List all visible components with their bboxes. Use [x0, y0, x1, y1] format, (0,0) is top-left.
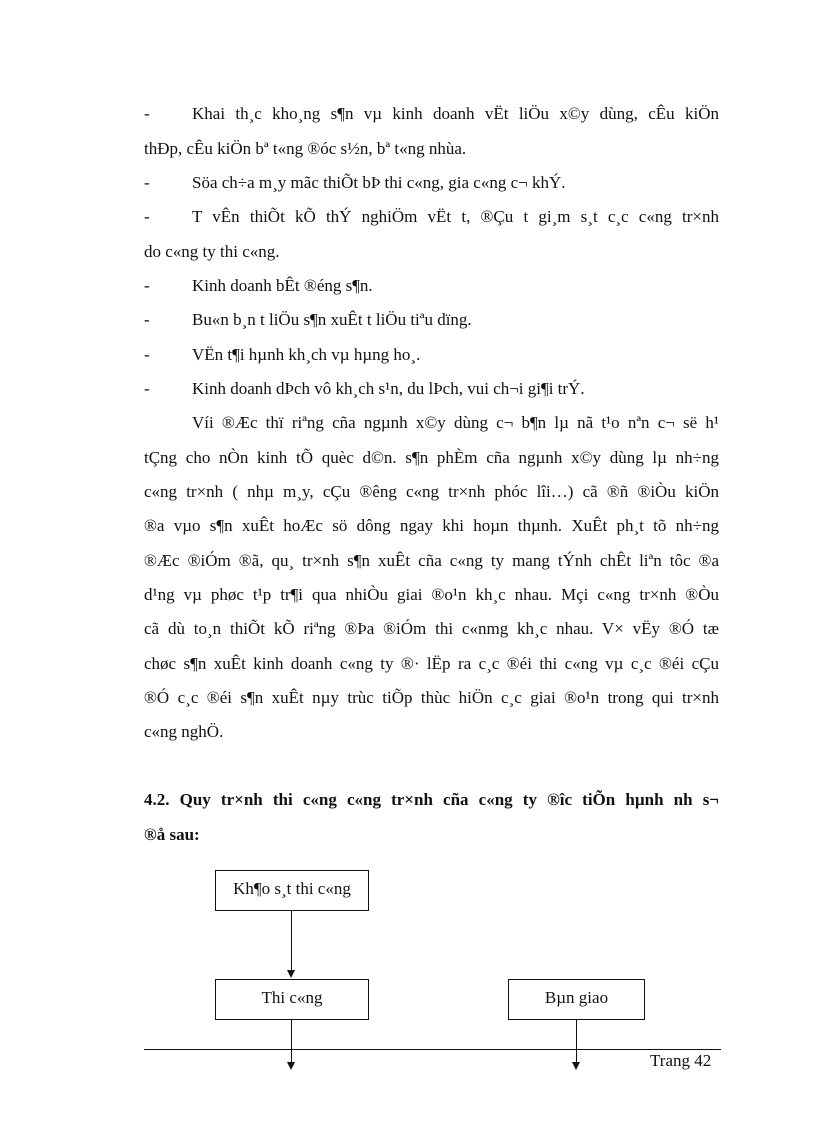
section-heading-line: ®å sau:: [144, 825, 200, 844]
list-item: Söa ch÷a m¸y mãc thiÕt bÞ thi c«ng, gia c«ng c¬ khÝ.: [192, 173, 566, 192]
paragraph-line: ®Æc ®iÓm ®ã, qu¸ tr×nh s¶n xuÊt cña c«ng ty mang tÝnh chÊt liªn tôc ®a: [144, 551, 719, 570]
paragraph-line: Víi ®Æc thï riªng cña ngµnh x©y dùng c¬ b¶n lµ nã t¹o nªn c¬ së h¹: [192, 413, 719, 432]
footer-rule: [144, 1049, 721, 1050]
bullet-marker: -: [144, 345, 150, 364]
paragraph-line: ®Ó c¸c ®éi s¶n xuÊt nµy trùc tiÕp thùc hiÖn c¸c giai ®o¹n trong qui tr×nh: [144, 688, 719, 707]
list-item: T vÊn thiÕt kÕ thÝ nghiÖm vËt t, ®Çu t gi¸m s¸t c¸c c«ng tr×nh: [192, 207, 719, 226]
paragraph-line: chøc s¶n xuÊt kinh doanh c«ng ty ®· lËp ra c¸c ®éi thi c«ng vµ c¸c ®éi cÇu: [144, 654, 719, 673]
list-item: Bu«n b¸n t liÖu s¶n xuÊt t liÖu tiªu dïng.: [192, 310, 472, 329]
arrow-down-icon: [287, 970, 295, 978]
paragraph-line: d¹ng vµ phøc t¹p tr¶i qua nhiÒu giai ®o¹n kh¸c nhau. Mçi c«ng tr×nh ®Òu: [144, 585, 719, 604]
list-item-continuation: do c«ng ty thi c«ng.: [144, 242, 280, 261]
connector-line: [291, 1020, 292, 1063]
bullet-marker: -: [144, 173, 150, 192]
list-item: Kinh doanh bÊt ®éng s¶n.: [192, 276, 373, 295]
bullet-marker: -: [144, 379, 150, 398]
survey-box: Kh¶o s¸t thi c«ng: [215, 870, 369, 911]
list-item-continuation: thÐp, cÊu kiÖn bª t«ng ®óc s½n, bª t«ng nhùa.: [144, 139, 467, 158]
paragraph-line: cã dù to¸n thiÕt kÕ riªng ®Þa ®iÓm thi c«nmg kh¸c nhau. V× vËy ®Ó tæ: [144, 619, 719, 638]
paragraph-line: c«ng nghÖ.: [144, 722, 224, 741]
paragraph-line: c«ng tr×nh ( nhµ m¸y, cÇu ®êng c«ng tr×nh phóc lîi…) cã ®ñ ®iÒu kiÖn: [144, 482, 719, 501]
paragraph-line: ®a vµo s¶n xuÊt hoÆc sö dông ngay khi hoµn thµnh. XuÊt ph¸t tõ nh÷ng: [144, 516, 719, 535]
page-number: Trang 42: [650, 1051, 712, 1070]
list-item: VËn t¶i hµnh kh¸ch vµ hµng ho¸.: [192, 345, 421, 364]
section-heading-line: 4.2. Quy tr×nh thi c«ng c«ng tr×nh cña c«ng ty ®îc tiÕn hµnh nh s¬: [144, 790, 719, 809]
list-item: Kinh doanh dÞch vô kh¸ch s¹n, du lÞch, vui ch¬i gi¶i trÝ.: [192, 379, 585, 398]
arrow-down-icon: [287, 1062, 295, 1070]
connector-line: [291, 911, 292, 971]
bullet-marker: -: [144, 310, 150, 329]
list-item: Khai th¸c kho¸ng s¶n vµ kinh doanh vËt liÖu x©y dùng, cÊu kiÖn: [192, 104, 719, 123]
connector-line: [576, 1020, 577, 1063]
bullet-marker: -: [144, 104, 150, 123]
handover-box: Bµn giao: [508, 979, 645, 1020]
bullet-marker: -: [144, 276, 150, 295]
arrow-down-icon: [572, 1062, 580, 1070]
bullet-marker: -: [144, 207, 150, 226]
paragraph-line: tÇng cho nÒn kinh tÕ quèc d©n. s¶n phÈm cña ngµnh x©y dùng lµ nh÷ng: [144, 448, 719, 467]
construction-box: Thi c«ng: [215, 979, 369, 1020]
